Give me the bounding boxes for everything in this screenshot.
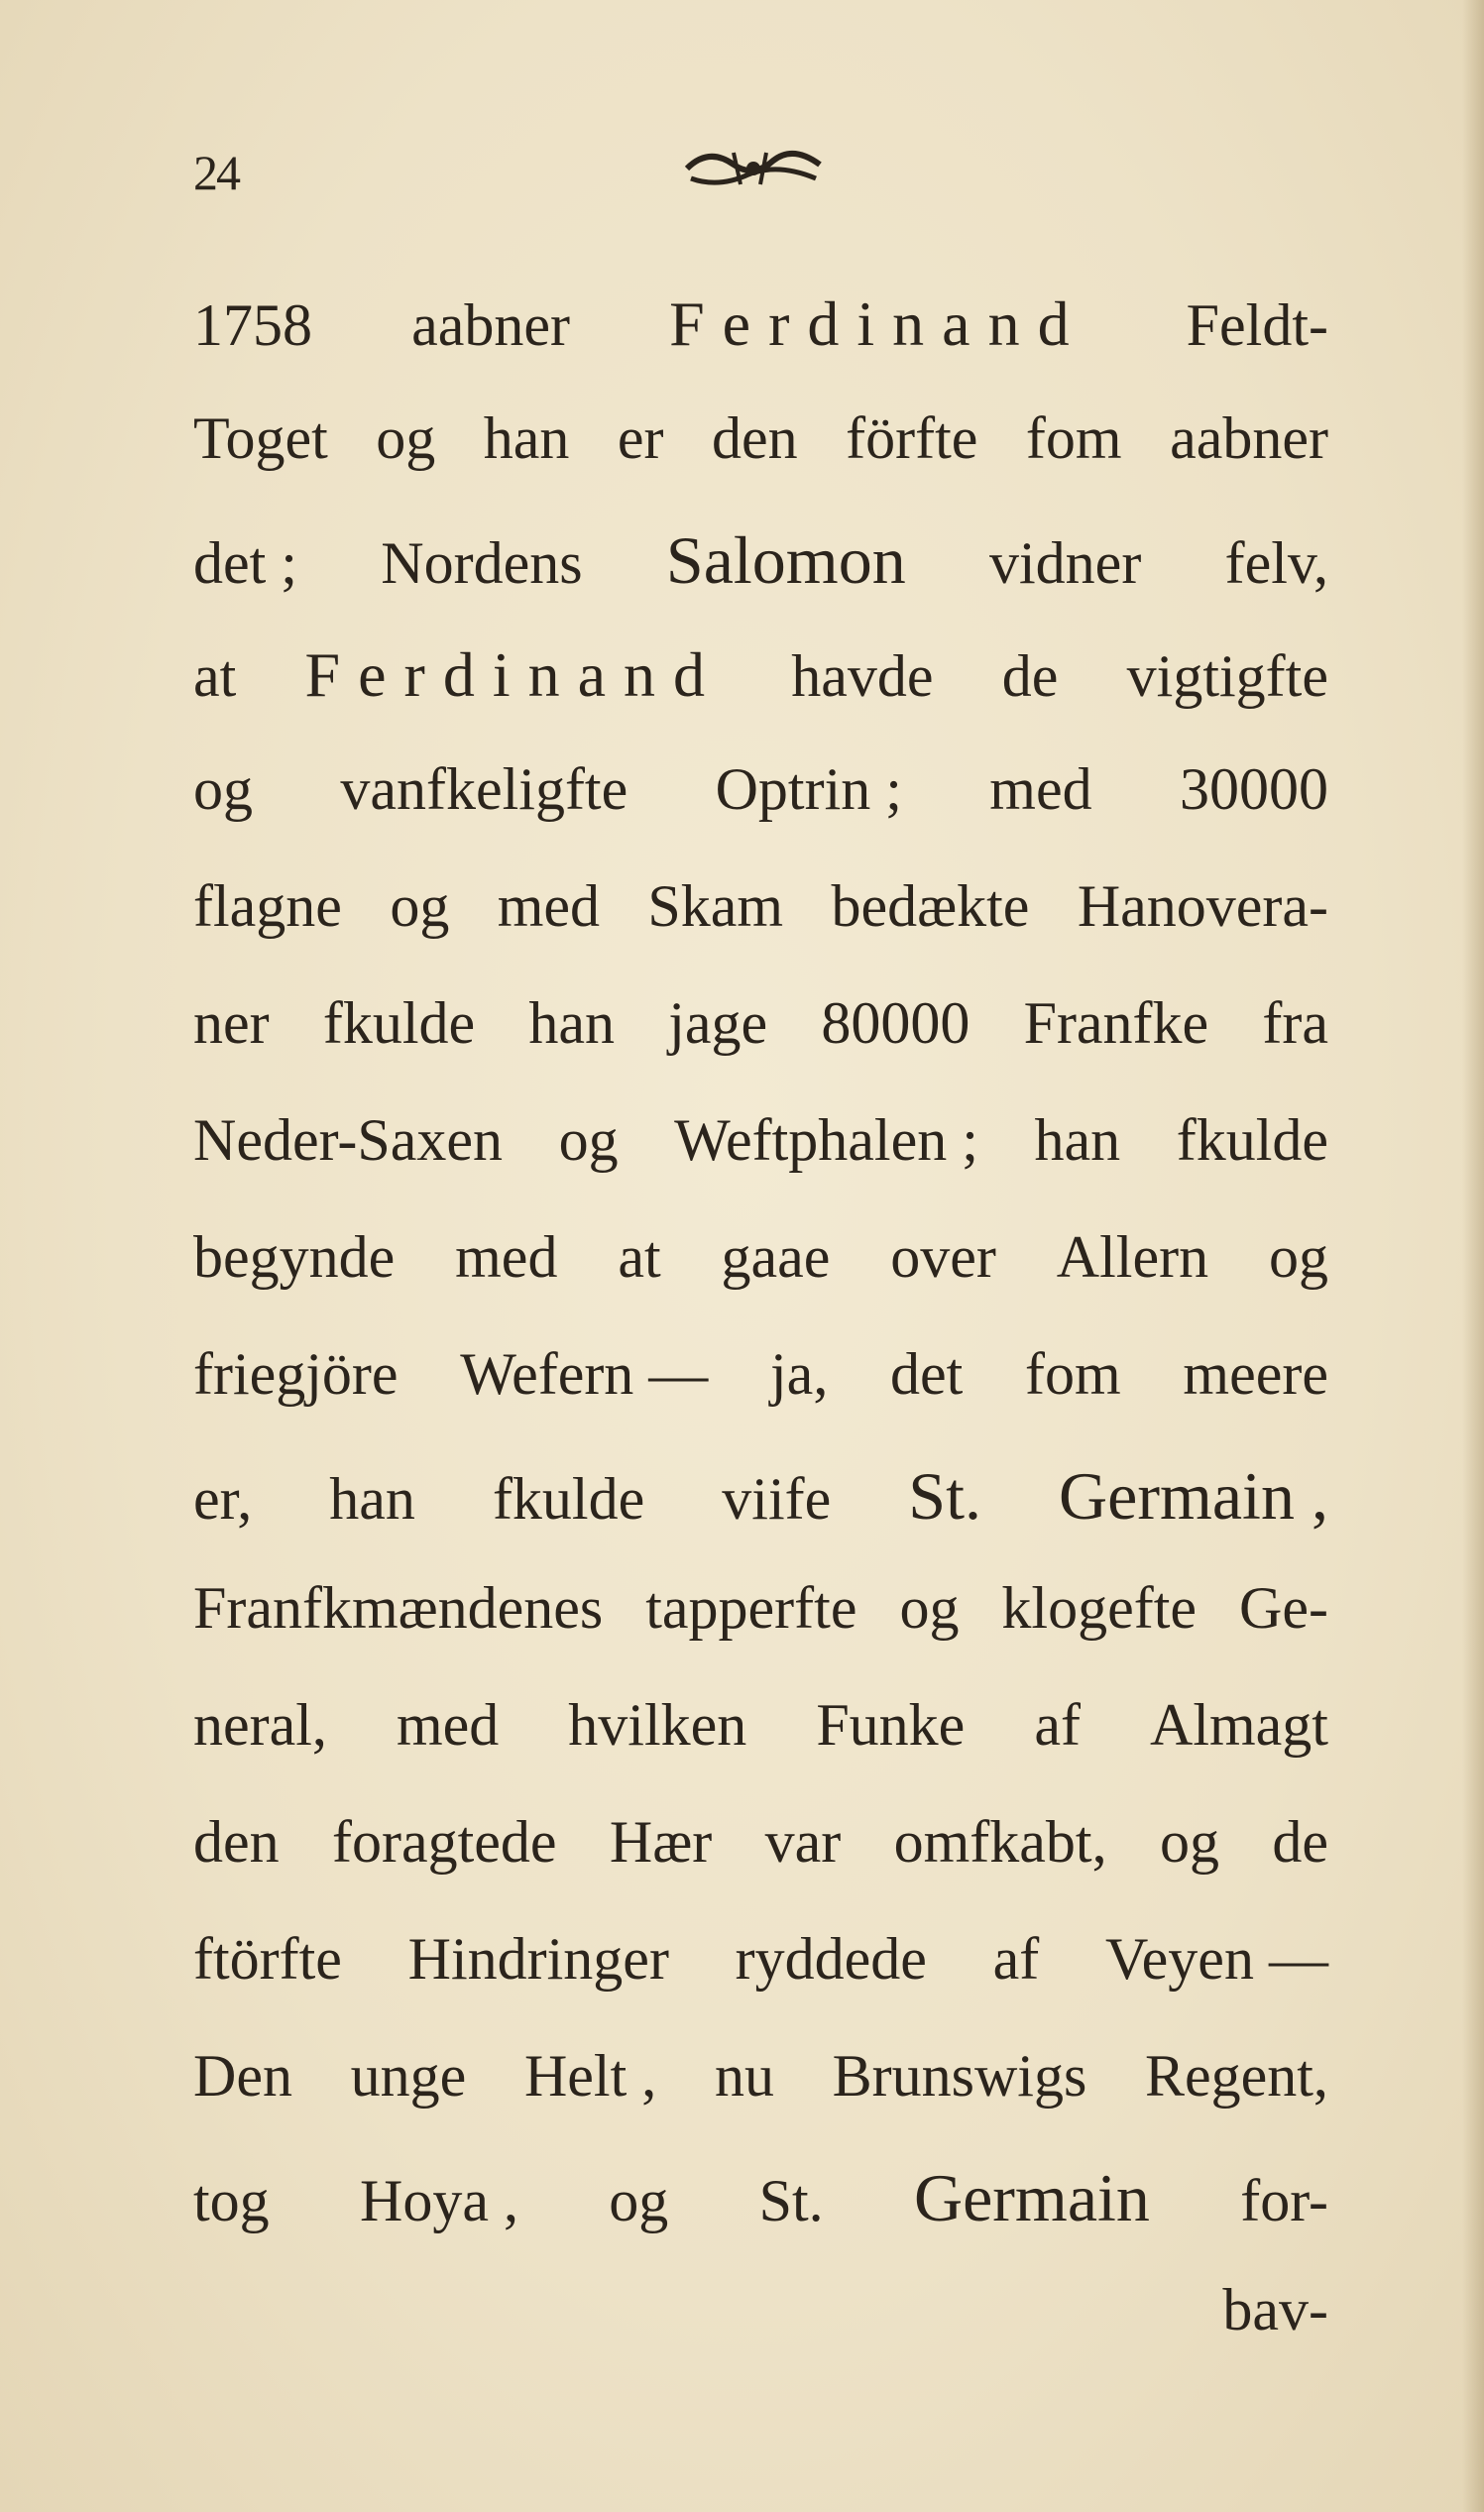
word: fra [1262, 990, 1328, 1056]
page-number: 24 [193, 145, 239, 200]
text-line [193, 287, 1328, 404]
word: Skam [647, 873, 784, 939]
word: klogefte [1001, 1575, 1198, 1641]
word: flagne [193, 873, 342, 939]
word: 80000 [821, 990, 970, 1056]
word: de [1001, 643, 1059, 709]
word: fkulde [1176, 1107, 1328, 1173]
word: St. [908, 1458, 981, 1534]
word: og [609, 2168, 669, 2233]
text-line [193, 755, 1328, 872]
word: Germain [914, 2160, 1150, 2235]
word: med [989, 756, 1092, 822]
word: Ge- [1239, 1575, 1328, 1641]
word: han [1034, 1107, 1121, 1173]
word: felv, [1224, 530, 1328, 596]
word: fkulde [322, 990, 476, 1056]
word: fkulde [492, 1466, 645, 1532]
word: jage [668, 990, 768, 1056]
word: begynde [193, 1224, 396, 1290]
word: ftörfte [193, 1926, 342, 1992]
word: og [558, 1107, 619, 1173]
text-line [193, 1808, 1328, 1925]
word: Den [193, 2043, 292, 2109]
word: og [1268, 1224, 1328, 1290]
word: 1758 [193, 292, 312, 358]
word: Feldt- [1186, 292, 1328, 358]
catchword: bav- [1222, 2277, 1328, 2342]
word: 30000 [1179, 756, 1328, 822]
word: foragtede [332, 1809, 557, 1875]
word: gaae [721, 1224, 831, 1290]
word: ja, [770, 1341, 829, 1407]
word: og [376, 405, 436, 471]
word: Weftphalen ; [674, 1107, 978, 1173]
text-line [193, 1223, 1328, 1340]
word: og [899, 1575, 960, 1641]
word: tapperfte [645, 1575, 857, 1641]
word: han [528, 990, 615, 1056]
word: Helt , [523, 2043, 657, 2109]
word: Hær [609, 1809, 713, 1875]
text-line [193, 2276, 1328, 2393]
text-line [193, 1340, 1328, 1457]
word: Almagt [1150, 1692, 1328, 1758]
word: Nordens [381, 530, 583, 596]
word: omfkabt, [893, 1809, 1107, 1875]
word: Veyen — [1105, 1926, 1328, 1992]
word: tog [193, 2168, 270, 2233]
word: han [329, 1466, 415, 1532]
word: meere [1183, 1341, 1328, 1407]
word: den [193, 1809, 280, 1875]
word: Toget [193, 405, 328, 471]
word: Funke [816, 1692, 966, 1758]
word: Franfkmændenes [193, 1575, 604, 1641]
word: at [193, 643, 237, 709]
word: af [1034, 1692, 1081, 1758]
word: over [890, 1224, 996, 1290]
word: Optrin ; [715, 756, 902, 822]
text-line [193, 404, 1328, 521]
word: havde [791, 643, 934, 709]
word: det [890, 1341, 964, 1407]
word: er, [193, 1466, 253, 1532]
text-line [193, 638, 1328, 755]
word: vidner [989, 530, 1142, 596]
word: Ferdinand [669, 288, 1087, 359]
word: Wefern — [460, 1341, 709, 1407]
text-line [193, 872, 1328, 989]
page-edge-shadow [1462, 0, 1484, 2512]
word: St. [758, 2168, 824, 2233]
word: Salomon [665, 522, 906, 598]
word: for- [1240, 2168, 1328, 2233]
word: er [617, 405, 664, 471]
word: fom [1025, 405, 1122, 471]
word: nu [714, 2043, 774, 2109]
word: unge [350, 2043, 467, 2109]
word: friegjöre [193, 1341, 399, 1407]
page-header [193, 124, 1323, 213]
word: med [497, 873, 601, 939]
word: med [455, 1224, 558, 1290]
word: Hanovera- [1077, 873, 1328, 939]
word: Hindringer [407, 1926, 669, 1992]
word: ryddede [735, 1926, 927, 1992]
word: at [618, 1224, 661, 1290]
word: förfte [846, 405, 978, 471]
text-line [193, 2042, 1328, 2159]
word: neral, [193, 1692, 327, 1758]
word: aabner [411, 292, 570, 358]
word: ner [193, 990, 270, 1056]
text-line [193, 1925, 1328, 2042]
word: Ferdinand [304, 639, 724, 710]
word: det ; [193, 530, 297, 596]
word: viife [722, 1466, 832, 1532]
ornament-icon [679, 139, 828, 194]
word: Hoya , [360, 2168, 518, 2233]
word: Brunswigs [832, 2043, 1087, 2109]
text-line [193, 1106, 1328, 1223]
word: aabner [1170, 405, 1328, 471]
word: med [396, 1692, 500, 1758]
word: bedækte [831, 873, 1030, 939]
text-line [193, 1574, 1328, 1691]
word: af [992, 1926, 1040, 1992]
word: vanfkeligfte [340, 756, 628, 822]
text-line [193, 1457, 1328, 1574]
word: vigtigfte [1126, 643, 1328, 709]
text-line [193, 2159, 1328, 2276]
word: Neder-Saxen [193, 1107, 503, 1173]
word: Regent, [1144, 2043, 1328, 2109]
text-line [193, 1691, 1328, 1808]
word: og [390, 873, 450, 939]
text-line [193, 521, 1328, 638]
word: og [1159, 1809, 1219, 1875]
word: og [193, 756, 253, 822]
word: Allern [1056, 1224, 1209, 1290]
word: hvilken [568, 1692, 747, 1758]
word: fom [1025, 1341, 1121, 1407]
word: var [764, 1809, 842, 1875]
word: den [712, 405, 798, 471]
word: Franfke [1023, 990, 1209, 1056]
word: Germain , [1059, 1458, 1328, 1534]
word: han [483, 405, 570, 471]
word: de [1272, 1809, 1328, 1875]
text-line [193, 989, 1328, 1106]
